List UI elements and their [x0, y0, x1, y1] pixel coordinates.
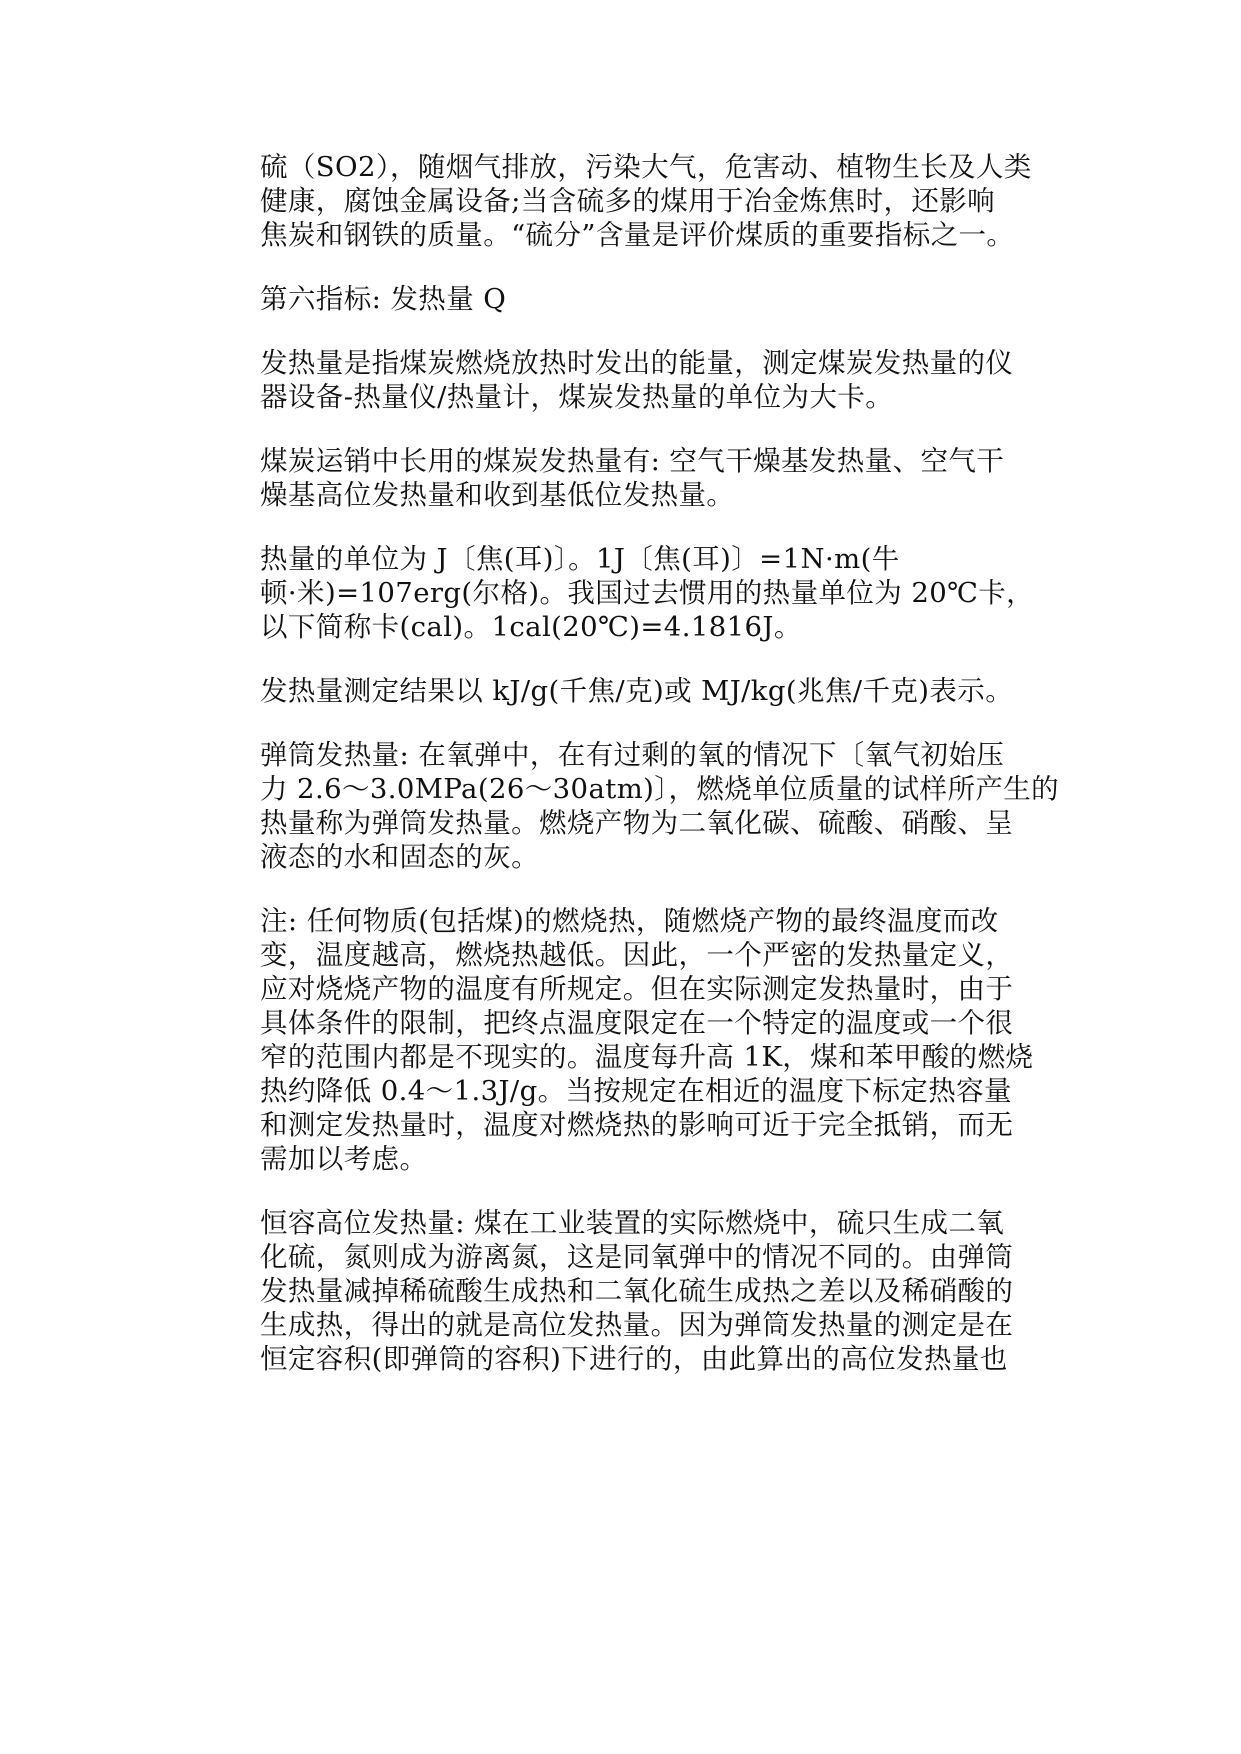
- text-line: 应对烧烧产物的温度有所规定。但在实际测定发热量时，由于: [260, 973, 1014, 1005]
- text-line: 注: 任何物质(包括煤)的燃烧热，随燃烧产物的最终温度而改: [260, 905, 999, 937]
- heading-line: 第六指标: 发热量 Q: [260, 283, 507, 315]
- text-line: 恒容高位发热量: 煤在工业装置的实际燃烧中，硫只生成二氧: [260, 1207, 1005, 1239]
- text-line: 健康，腐蚀金属设备;当含硫多的煤用于冶金炼焦时，还影响: [260, 185, 996, 217]
- text-line: 热约降低 0.4～1.3J/g。当按规定在相近的温度下标定热容量: [260, 1075, 1012, 1107]
- text-line: 焦炭和钢铁的质量。“硫分”含量是评价煤质的重要指标之一。: [260, 219, 1015, 251]
- text-line: 力 2.6～3.0MPa(26～30atm)〕，燃烧单位质量的试样所产生的: [260, 773, 1060, 805]
- paragraph-result-units: [260, 674, 1050, 708]
- text-line: 器设备-热量仪/热量计，煤炭发热量的单位为大卡。: [260, 381, 894, 413]
- text-line: 燥基高位发热量和收到基低位发热量。: [260, 479, 735, 511]
- text-line: 具体条件的限制，把终点温度限定在一个特定的温度或一个很: [260, 1007, 1014, 1039]
- text-line: 以下简称卡(cal)。1cal(20℃)=4.1816J。: [260, 611, 802, 643]
- paragraph-gross-calorific: [260, 1206, 1050, 1376]
- paragraph-units: [260, 542, 1050, 644]
- text-line: 顿·米)=107erg(尔格)。我国过去惯用的热量单位为 20℃卡，: [260, 577, 1035, 609]
- paragraph-common-types: [260, 444, 1050, 512]
- paragraph-definition: [260, 346, 1050, 414]
- text-line: 发热量是指煤炭燃烧放热时发出的能量，测定煤炭发热量的仪: [260, 347, 1014, 379]
- text-line: 煤炭运销中长用的煤炭发热量有: 空气干燥基发热量、空气干: [260, 445, 1005, 477]
- text-line: 热量称为弹筒发热量。燃烧产物为二氧化碳、硫酸、硝酸、呈: [260, 807, 1014, 839]
- text-line: 液态的水和固态的灰。: [260, 841, 539, 873]
- text-line: 需加以考虑。: [260, 1143, 428, 1175]
- text-line: 热量的单位为 J〔焦(耳)〕。1J〔焦(耳)〕=1N·m(牛: [260, 543, 900, 575]
- text-line: 化硫，氮则成为游离氮，这是同氧弹中的情况不同的。由弹筒: [260, 1241, 1014, 1273]
- paragraph-bomb-calorific: [260, 738, 1060, 874]
- text-line: 发热量减掉稀硫酸生成热和二氧化硫生成热之差以及稀硝酸的: [260, 1275, 1014, 1307]
- paragraph-sulfur-intro: [260, 150, 1050, 252]
- text-line: 硫（SO2），随烟气排放，污染大气，危害动、植物生长及人类: [260, 151, 1032, 183]
- section-heading: [260, 282, 1050, 316]
- text-line: 弹筒发热量: 在氧弹中，在有过剩的氧的情况下〔氧气初始压: [260, 739, 1005, 771]
- text-line: 窄的范围内都是不现实的。温度每升高 1K，煤和苯甲酸的燃烧: [260, 1041, 1034, 1073]
- text-line: 生成热，得出的就是高位发热量。因为弹筒发热量的测定是在: [260, 1309, 1014, 1341]
- text-line: 发热量测定结果以 kJ/g(千焦/克)或 MJ/kg(兆焦/千克)表示。: [260, 675, 1014, 707]
- text-line: 变，温度越高，燃烧热越低。因此，一个严密的发热量定义，: [260, 939, 1014, 971]
- document-page: [260, 150, 1060, 1406]
- paragraph-note: [260, 904, 1050, 1176]
- text-line: 和测定发热量时，温度对燃烧热的影响可近于完全抵销，而无: [260, 1109, 1014, 1141]
- text-line: 恒定容积(即弹筒的容积)下进行的，由此算出的高位发热量也: [260, 1343, 1008, 1375]
